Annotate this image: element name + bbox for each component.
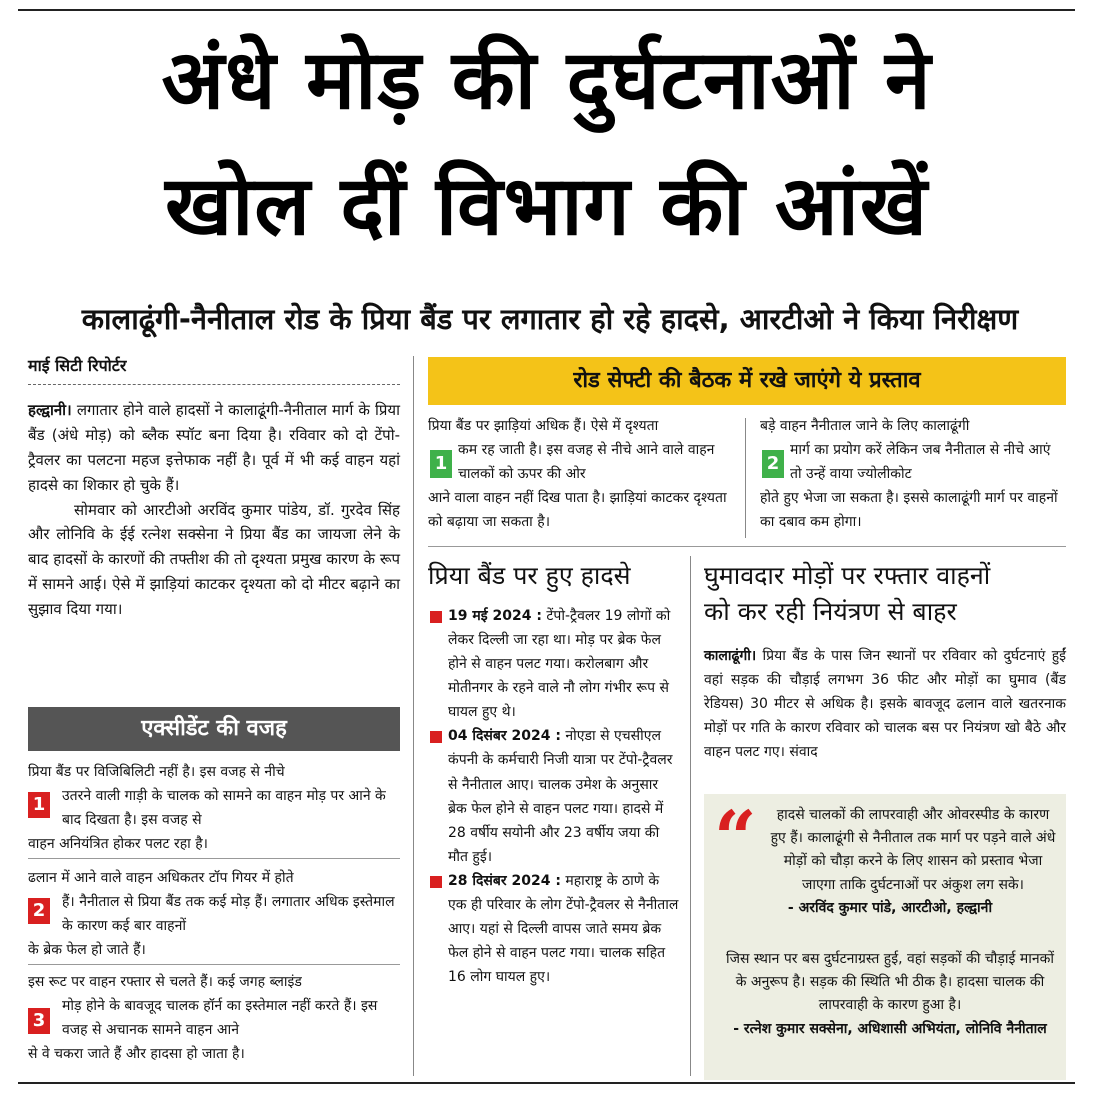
cause-item-2: [28, 866, 400, 962]
accidents-list: [428, 604, 680, 989]
byline-divider: [28, 384, 400, 385]
bullet-square-icon: [430, 611, 442, 623]
causes-title: एक्सीडेंट की वजह: [28, 707, 400, 751]
byline: माई सिटी रिपोर्टर: [28, 356, 127, 375]
proposal-item-1: [428, 414, 730, 534]
proposal-2-lead: बड़े वाहन नैनीताल जाने के लिए कालाढूंगी: [760, 418, 970, 434]
cause-2-tail: के ब्रेक फेल हो जाते हैं।: [28, 942, 146, 959]
cause-3-tail: से वे चकरा जाते हैं और हादसा हो जाता है।: [28, 1046, 245, 1063]
quote-2-attribution: - रत्नेश कुमार सक्सेना, अधिशासी अभियंता, लोनिवि नैनीताल: [733, 1020, 1047, 1037]
event-text: महाराष्ट्र के ठाणे के एक ही परिवार के लोग टेंपो-ट्रैवलर से नैनीताल आए। यहां से दिल्ली वापस जाते समय ब्रेक फेल होने से वाहन पलट गया। चालक सहित 16 लोग घायल हुए।: [448, 872, 679, 986]
cause-item-1: [28, 760, 400, 856]
subheadline: कालाढूंगी-नैनीताल रोड के प्रिया बैंड पर लगातार हो रहे हादसे, आरटीओ ने किया निरीक्षण: [81, 302, 1019, 336]
curves-story: [704, 644, 1066, 764]
proposal-1-body: कम रह जाती है। इस वजह से नीचे आने वाले वाहन चालकों को ऊपर की ओर: [458, 442, 715, 483]
intro-paragraph-2: सोमवार को आरटीओ अरविंद कुमार पांडेय, डॉ. गुरदेव सिंह और लोनिवि के ईई रत्नेश सक्सेना ने प्रिया बैंड का जायजा लेने के बाद हादसों के कारणों की तफ्तीश की तो दृश्यता प्रमुख कारण के रूप में सामने आई। ऐसे में झाड़ियां काटकर दृश्यता को दो मीटर बढ़ाने का सुझाव दिया गया।: [28, 500, 400, 619]
curves-title-line-1: घुमावदार मोड़ों पर रफ्तार वाहनों: [704, 561, 991, 590]
cause-1-lead: प्रिया बैंड पर विजिबिलिटी नहीं है। इस वजह से नीचे: [28, 764, 285, 780]
cause-1-tail: वाहन अनियंत्रित होकर पलट रहा है।: [28, 836, 208, 853]
cause-2-lead: ढलान में आने वाले वाहन अधिकतर टॉप गियर में होते: [28, 870, 294, 886]
top-rule: [18, 9, 1075, 11]
accident-event: [428, 604, 680, 724]
bullet-square-icon: [430, 876, 442, 888]
event-text: नोएडा से एचसीएल कंपनी के कर्मचारी निजी यात्रा पर टेंपो-ट्रैवलर से नैनीताल आए। चालक उमेश के अनुसार ब्रेक फेल होने से वाहन पलट गया। हादसे में 28 वर्षीय सयोनी और 23 वर्षीय जया की मौत हुई।: [448, 728, 673, 865]
quote-1-text: हादसे चालकों की लापरवाही और ओवरस्पीड के कारण हुए हैं। कालाढूंगी से नैनीताल तक मार्ग पर पड़ने वाले अंधे मोड़ों को चौड़ा करने के लिए शासन को प्रस्ताव भेजा जाएगा ताकि दुर्घटनाओं पर अंकुश लग सके।: [770, 807, 1056, 893]
column-divider-left: [413, 356, 414, 1076]
section-divider: [428, 546, 1066, 547]
cause-3-lead: इस रूट पर वाहन रफ्तार से चलते हैं। कई जगह ब्लाइंड: [28, 974, 302, 990]
proposal-1-number: 1: [430, 450, 452, 478]
cause-divider: [28, 858, 400, 859]
bottom-rule: [18, 1082, 1075, 1084]
quote-box: [704, 794, 1066, 1080]
cause-3-body: मोड़ होने के बावजूद चालक हॉर्न का इस्तेमाल नहीं करते हैं। इस वजह से अचानक सामने वाहन आने: [62, 998, 378, 1039]
dateline: हल्द्वानी।: [28, 401, 72, 419]
proposal-divider: [745, 418, 746, 538]
event-text: टेंपो-ट्रैवलर 19 लोगों को लेकर दिल्ली जा रहा था। मोड़ पर ब्रेक फेल होने से वाहन पलट गया। करोलबाग और मोतीनगर के रहने वाले नौ लोग गंभीर रूप से घायल हुए थे।: [448, 608, 671, 721]
quote-1: [722, 804, 1058, 920]
cause-item-3: [28, 970, 400, 1066]
event-date: 04 दिसंबर 2024 :: [448, 728, 561, 745]
curves-title-line-2: को कर रही नियंत्रण से बाहर: [704, 597, 957, 627]
headline-line-1: अंधे मोड़ की दुर्घटनाओं ने: [161, 33, 932, 128]
quote-mark-icon: “: [714, 796, 757, 882]
cause-2-number: 2: [28, 898, 50, 924]
quote-2: [722, 948, 1058, 1041]
event-date: 28 दिसंबर 2024 :: [448, 872, 561, 889]
proposal-2-number: 2: [762, 450, 784, 478]
curves-title: [704, 558, 1074, 631]
column-divider-right: [690, 556, 691, 1076]
proposal-2-tail: होते हुए भेजा जा सकता है। इससे कालाढूंगी मार्ग पर वाहनों का दबाव कम होगा।: [760, 490, 1058, 531]
quote-2-text: जिस स्थान पर बस दुर्घटनाग्रस्त हुई, वहां सड़कों की चौड़ाई मानकों के अनुरूप है। सड़क की स्थिति भी ठीक है। हादसा चालक की लापरवाही के कारण हुआ है।: [725, 951, 1055, 1014]
intro-story: [28, 398, 400, 622]
proposals-title: रोड सेफ्टी की बैठक में रखे जाएंगे ये प्रस्ताव: [428, 357, 1066, 405]
proposal-2-body: मार्ग का प्रयोग करें लेकिन जब नैनीताल से नीचे आएं तो उन्हें वाया ज्योलीकोट: [790, 442, 1051, 483]
proposal-item-2: [760, 414, 1066, 534]
proposal-1-tail: आने वाला वाहन नहीं दिख पाता है। झाड़ियां काटकर दृश्यता को बढ़ाया जा सकता है।: [428, 490, 727, 531]
quote-1-attribution: - अरविंद कुमार पांडे, आरटीओ, हल्द्वानी: [787, 899, 993, 916]
proposal-1-lead: प्रिया बैंड पर झाड़ियां अधिक हैं। ऐसे में दृश्यता: [428, 418, 659, 434]
accident-event: [428, 724, 680, 868]
curves-text: प्रिया बैंड के पास जिन स्थानों पर रविवार को दुर्घटनाएं हुईं वहां सड़क की चौड़ाई लगभग 36 फीट और मोड़ों का घुमाव (बैंड रेडियस) 30 मीटर से अधिक है। इसके बावजूद ढलान वाले खतरनाक मोड़ों पर गति के कारण रविवार को चालक बस पर नियंत्रण खो बैठे और वाहन पलट गए। संवाद: [704, 648, 1066, 761]
headline-line-2: खोल दीं विभाग की आंखें: [165, 159, 928, 254]
accident-event: [428, 869, 680, 989]
event-date: 19 मई 2024 :: [448, 608, 542, 624]
cause-3-number: 3: [28, 1008, 50, 1034]
accidents-title: प्रिया बैंड पर हुए हादसे: [428, 561, 631, 590]
cause-2-body: हैं। नैनीताल से प्रिया बैंड तक कई मोड़ हैं। लगातार अधिक इस्तेमाल के कारण कई बार वाहनों: [62, 894, 395, 935]
intro-paragraph-1: [28, 398, 400, 498]
cause-1-body: उतरने वाली गाड़ी के चालक को सामने का वाहन मोड़ पर आने के बाद दिखता है। इस वजह से: [62, 788, 386, 829]
intro-text-1: लगातार होने वाले हादसों ने कालाढूंगी-नैनीताल मार्ग के प्रिया बैंड (अंधे मोड़) को ब्लैक स्पॉट बना दिया है। रविवार को दो टेंपो-ट्रैवलर का पलटना महज इत्तेफाक नहीं है। पूर्व में भी कई वाहन यहां हादसे का शिकार हो चुके हैं।: [28, 401, 400, 494]
cause-divider: [28, 964, 400, 965]
curves-dateline: कालाढूंगी।: [704, 648, 757, 664]
cause-1-number: 1: [28, 792, 50, 818]
bullet-square-icon: [430, 731, 442, 743]
